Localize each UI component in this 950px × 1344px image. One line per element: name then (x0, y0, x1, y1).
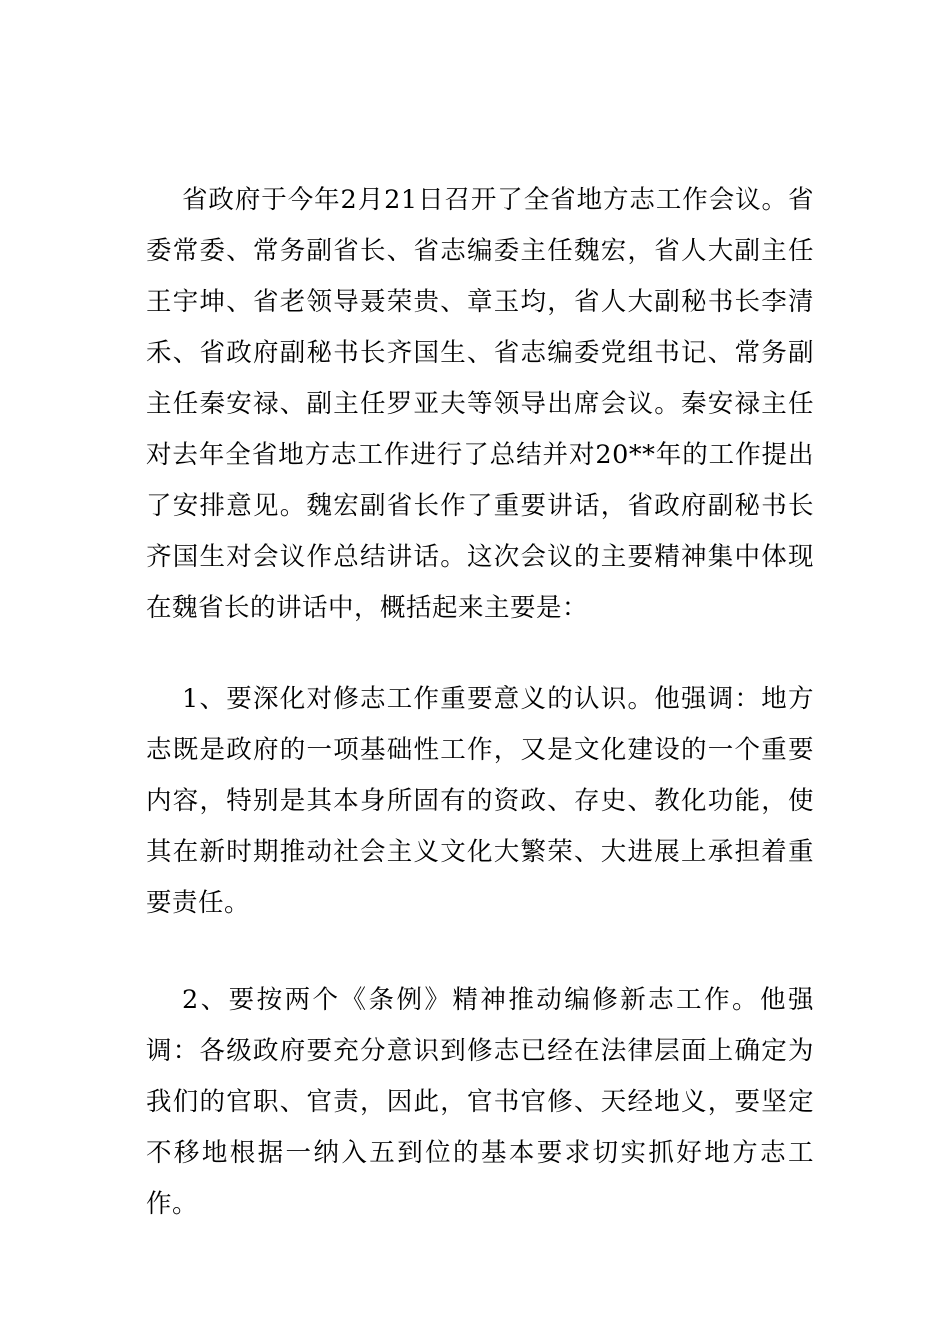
paragraph-meeting-summary: 省政府于今年2月21日召开了全省地方志工作会议。省委常委、常务副省长、省志编委主任魏宏，省人大副主任王宇坤、省老领导聂荣贵、章玉均，省人大副秘书长李清禾、省政府副秘书长齐国生、省志编委党组书记、常务副主任秦安禄、副主任罗亚夫等领导出席会议。秦安禄主任对去年全省地方志工作进行了总结并对20**年的工作提出了安排意见。魏宏副省长作了重要讲话，省政府副秘书长齐国生对会议作总结讲话。这次会议的主要精神集中体现在魏省长的讲话中，概括起来主要是： (146, 185, 814, 623)
paragraph-point-1: 1、要深化对修志工作重要意义的认识。他强调：地方志既是政府的一项基础性工作，又是文化建设的一个重要内容，特别是其本身所固有的资政、存史、教化功能，使其在新时期推动社会主义文化大繁荣、大进展上承担着重要责任。 (146, 684, 814, 918)
paragraph-point-2: 2、要按两个《条例》精神推动编修新志工作。他强调：各级政府要充分意识到修志已经在法律层面上确定为我们的官职、官责，因此，官书官修、天经地义，要坚定不移地根据一纳入五到位的基本要求切实抓好地方志工作。 (146, 985, 814, 1219)
